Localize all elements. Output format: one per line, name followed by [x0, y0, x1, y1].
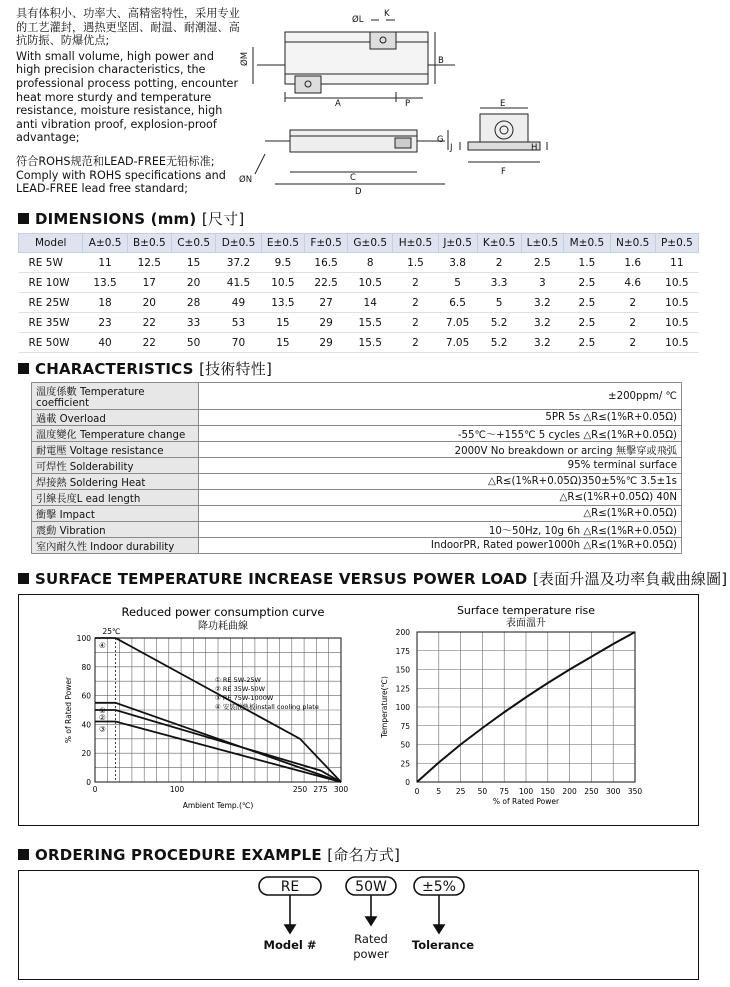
char-key: 可焊性 Solderability	[32, 458, 199, 474]
x-axis-label: % of Rated Power	[492, 797, 560, 806]
dim-value-cell: 10.5	[655, 273, 698, 293]
dim-value-cell: 10.5	[655, 333, 698, 353]
char-value: IndoorPR, Rated power1000h △R≤(1%R+0.05Ω)	[199, 538, 682, 554]
dim-header-cell: E±0.5	[261, 234, 305, 253]
dim-value-cell: 20	[127, 293, 171, 313]
table-row	[19, 253, 699, 273]
y-tick-label: 125	[395, 684, 410, 694]
x-tick-label: 300	[606, 787, 621, 796]
y-tick-label: 80	[81, 662, 91, 672]
char-value: 5PR 5s △R≤(1%R+0.05Ω)	[199, 410, 682, 426]
dim-value-cell: 15	[171, 253, 215, 273]
chart-subtitle: 表面溫升	[506, 618, 546, 629]
char-key: 溫度係數 Temperature coefficient	[32, 383, 199, 410]
table-row	[32, 490, 682, 506]
dim-value-cell: 5.2	[477, 313, 521, 333]
table-row	[32, 474, 682, 490]
y-tick-label: 75	[400, 721, 410, 731]
ordering-frame	[18, 870, 699, 980]
x-tick-label: 0	[414, 787, 420, 796]
dim-value-cell: 33	[171, 313, 215, 333]
dim-header-cell: L±0.5	[521, 234, 564, 253]
dim-value-cell: 8	[348, 253, 393, 273]
table-row	[32, 410, 682, 426]
annotation-25c: 25℃	[102, 627, 121, 636]
dim-value-cell: 15	[261, 333, 305, 353]
dim-value-cell: 4.6	[610, 273, 655, 293]
y-tick-label: 100	[395, 703, 410, 712]
table-row	[19, 273, 699, 293]
dimensions-table	[18, 233, 699, 353]
dim-header-cell: A±0.5	[83, 234, 127, 253]
ordering-label-line: power	[353, 947, 389, 961]
dim-value-cell: 13.5	[261, 293, 305, 313]
resistor-drawing	[235, 2, 705, 202]
chart-subtitle: 降功耗曲線	[198, 621, 248, 632]
dim-value-cell: 37.2	[216, 253, 261, 273]
char-key: 耐電壓 Voltage resistance	[32, 442, 199, 458]
y-tick-label: 20	[81, 749, 91, 759]
y-tick-label: 0	[86, 778, 91, 787]
derating-chart	[19, 595, 359, 825]
label-c: C	[350, 173, 356, 183]
char-value: △R≤(1%R+0.05Ω)	[199, 506, 682, 522]
dim-value-cell: 49	[216, 293, 261, 313]
model-cell: RE 5W	[19, 253, 83, 273]
dim-value-cell: 3.2	[521, 313, 564, 333]
x-tick-label: 100	[518, 787, 534, 796]
label-phi-l: ØL	[352, 15, 364, 25]
section-bullet-icon	[18, 573, 29, 584]
char-key: 過載 Overload	[32, 410, 199, 426]
model-cell: RE 50W	[19, 333, 83, 353]
dim-value-cell: 53	[216, 313, 261, 333]
model-label	[264, 938, 317, 952]
ordering-diagram	[19, 871, 698, 979]
dim-value-cell: 13.5	[83, 273, 127, 293]
dim-value-cell: 2.5	[564, 273, 611, 293]
x-axis-label: Ambient Temp.(℃)	[182, 801, 254, 810]
y-axis-label: Temperature(℃)	[380, 676, 389, 738]
series-marker: ③	[99, 724, 106, 734]
y-tick-label: 60	[81, 691, 91, 701]
label-d: D	[355, 187, 362, 197]
dim-value-cell: 2	[393, 293, 438, 313]
dim-value-cell: 2	[393, 313, 438, 333]
dim-value-cell: 2	[610, 313, 655, 333]
label-phi-m: ØM	[240, 51, 250, 66]
dim-value-cell: 20	[171, 273, 215, 293]
x-tick-label: 5	[436, 787, 442, 796]
dim-value-cell: 10.5	[348, 273, 393, 293]
label-k: K	[384, 9, 390, 19]
label-b: B	[438, 56, 444, 66]
mount-tab	[370, 32, 396, 49]
dim-value-cell: 2.5	[564, 293, 611, 313]
series-marker: ①	[99, 705, 106, 715]
char-value: -55℃～+155℃ 5 cycles △R≤(1%R+0.05Ω)	[199, 426, 682, 442]
dim-header-cell: B±0.5	[127, 234, 171, 253]
char-key: 焊接熱 Soldering Heat	[32, 474, 199, 490]
dim-value-cell: 11	[83, 253, 127, 273]
y-tick-label: 175	[395, 646, 410, 656]
char-value: 95% terminal surface	[199, 458, 682, 474]
dim-value-cell: 17	[127, 273, 171, 293]
x-tick-label: 100	[169, 785, 185, 794]
dim-value-cell: 7.05	[438, 333, 477, 353]
dim-header-cell: F±0.5	[305, 234, 348, 253]
table-row	[32, 426, 682, 442]
x-tick-label: 275	[313, 785, 328, 794]
dim-value-cell: 15	[261, 313, 305, 333]
char-key: 室內耐久性 Indoor durability	[32, 538, 199, 554]
dim-value-cell: 18	[83, 293, 127, 313]
section-bullet-icon	[18, 213, 29, 224]
dim-value-cell: 15.5	[348, 333, 393, 353]
x-tick-label: 250	[292, 785, 308, 794]
ordering-label-line: Model #	[263, 938, 317, 952]
chart-title: Reduced power consumption curve	[121, 605, 325, 619]
y-tick-label: 40	[81, 720, 91, 730]
x-tick-label: 0	[92, 785, 98, 794]
char-value: △R≤(1%R+0.05Ω) 40N	[199, 490, 682, 506]
dim-header-cell: M±0.5	[564, 234, 611, 253]
dim-value-cell: 41.5	[216, 273, 261, 293]
dim-header-cell: G±0.5	[348, 234, 393, 253]
dimensions-header-row	[19, 234, 699, 253]
model-cell: RE 25W	[19, 293, 83, 313]
section-bullet-icon	[18, 363, 29, 374]
dim-value-cell: 1.5	[393, 253, 438, 273]
dim-value-cell: 6.5	[438, 293, 477, 313]
dim-value-cell: 22.5	[305, 273, 348, 293]
y-tick-label: 150	[395, 665, 410, 675]
series-marker: ④	[99, 641, 106, 650]
dim-value-cell: 2.5	[564, 333, 611, 353]
dim-value-cell: 9.5	[261, 253, 305, 273]
dim-header-cell: K±0.5	[477, 234, 521, 253]
x-tick-label: 50	[477, 787, 488, 796]
table-row	[32, 458, 682, 474]
char-value: 2000V No breakdown or arcing 無擊穿或飛弧	[199, 442, 682, 458]
dim-value-cell: 3.8	[438, 253, 477, 273]
char-key: 引線長度L ead length	[32, 490, 199, 506]
dim-value-cell: 27	[305, 293, 348, 313]
y-tick-label: 0	[405, 778, 410, 787]
x-tick-label: 25	[455, 787, 466, 796]
dim-value-cell: 5.2	[477, 333, 521, 353]
model-code: RE	[280, 879, 300, 895]
dim-header-cell: D±0.5	[216, 234, 261, 253]
table-row	[32, 522, 682, 538]
dim-value-cell: 10.5	[655, 293, 698, 313]
y-tick-label: 100	[76, 634, 91, 643]
label-f: F	[501, 167, 506, 177]
dim-value-cell: 29	[305, 333, 348, 353]
label-phi-n: ØN	[239, 175, 253, 185]
dim-value-cell: 2	[477, 253, 521, 273]
intro-cn-2: 符合ROHS规范和LEAD-FREE无铅标准;	[16, 154, 215, 168]
x-tick-label: 350	[627, 787, 643, 796]
dim-value-cell: 23	[83, 313, 127, 333]
intro-en-2: Comply with ROHS specifications and LEAD-FREE lead free standard;	[16, 168, 226, 196]
dim-header-cell: H±0.5	[393, 234, 438, 253]
legend-entry: ③ RE 75W-1000W	[215, 694, 274, 702]
tolerance-code: ±5%	[422, 879, 456, 895]
table-row	[19, 333, 699, 353]
series-marker: ②	[99, 713, 106, 722]
char-value: 10～50Hz, 10g 6h △R≤(1%R+0.05Ω)	[199, 522, 682, 538]
dim-value-cell: 11	[655, 253, 698, 273]
surface-heading: SURFACE TEMPERATURE INCREASE VERSUS POWER LOAD [表面升溫及功率負載曲線圖]	[18, 568, 727, 589]
x-tick-label: 150	[540, 787, 555, 796]
rated-power-label	[353, 932, 389, 961]
dim-header-cell: P±0.5	[655, 234, 698, 253]
dim-value-cell: 5	[438, 273, 477, 293]
dim-value-cell: 3.3	[477, 273, 521, 293]
label-j: J	[450, 143, 453, 153]
label-a: A	[335, 99, 341, 109]
dim-value-cell: 7.05	[438, 313, 477, 333]
power-code: 50W	[355, 879, 387, 895]
characteristics-table	[31, 382, 682, 554]
x-tick-label: 200	[562, 787, 577, 796]
model-cell: RE 35W	[19, 313, 83, 333]
dimensions-body	[19, 253, 699, 353]
characteristics-heading: CHARACTERISTICS [技術特性]	[18, 358, 272, 379]
char-key: 衝擊 Impact	[32, 506, 199, 522]
y-tick-label: 50	[400, 740, 410, 750]
legend-entry: ② RE 35W-50W	[215, 685, 266, 693]
dim-value-cell: 2	[610, 333, 655, 353]
dim-value-cell: 1.5	[564, 253, 611, 273]
legend-entry: ① RE 5W-25W	[215, 676, 261, 684]
char-key: 震動 Vibration	[32, 522, 199, 538]
dim-value-cell: 28	[171, 293, 215, 313]
y-tick-label: 200	[395, 628, 410, 637]
table-row	[19, 293, 699, 313]
dim-value-cell: 14	[348, 293, 393, 313]
dim-value-cell: 70	[216, 333, 261, 353]
label-e: E	[500, 99, 506, 109]
ordering-label-line: Tolerance	[411, 938, 475, 952]
dim-value-cell: 2	[393, 333, 438, 353]
dim-value-cell: 29	[305, 313, 348, 333]
temperature-rise-chart	[371, 595, 671, 825]
label-g: G	[437, 135, 444, 145]
end-view-body	[480, 114, 528, 142]
dim-header-cell: J±0.5	[438, 234, 477, 253]
dimensions-heading: DIMENSIONS (mm) [尺寸]	[18, 208, 244, 229]
table-row	[32, 506, 682, 522]
dim-value-cell: 10.5	[261, 273, 305, 293]
dim-value-cell: 16.5	[305, 253, 348, 273]
dim-value-cell: 40	[83, 333, 127, 353]
dim-value-cell: 10.5	[655, 313, 698, 333]
dim-header-cell: Model	[19, 234, 83, 253]
charts-frame	[18, 594, 699, 826]
model-cell: RE 10W	[19, 273, 83, 293]
dim-value-cell: 50	[171, 333, 215, 353]
x-tick-label: 75	[499, 787, 509, 796]
char-value: ±200ppm/ ℃	[199, 383, 682, 410]
dim-value-cell: 15.5	[348, 313, 393, 333]
dim-value-cell: 2	[393, 273, 438, 293]
x-tick-label: 300	[333, 785, 349, 794]
ordering-label-line: Rated	[354, 932, 388, 946]
legend-entry: ④ 安裝散熱板install cooling plate	[215, 703, 319, 711]
intro-en-1: With small volume, high power and high precision characteristics, the professional process potting, encounter heat more sturdy and temperature resistance, moisture resistance, high anti vibration proof, explosion-proof advantage;	[16, 49, 239, 145]
char-value: △R≤(1%R+0.05Ω)350±5%℃ 3.5±1s	[199, 474, 682, 490]
dim-value-cell: 1.6	[610, 253, 655, 273]
table-row	[32, 442, 682, 458]
dim-value-cell: 2.5	[564, 313, 611, 333]
dim-value-cell: 12.5	[127, 253, 171, 273]
table-row	[32, 538, 682, 554]
intro-cn-1: 具有体积小、功率大、高精密特性，采用专业的工艺灌封，遇热更坚固、耐温、耐潮湿、高抗防振、防爆优点;	[16, 7, 240, 48]
dim-value-cell: 2.5	[521, 253, 564, 273]
dim-value-cell: 3	[521, 273, 564, 293]
dim-value-cell: 22	[127, 333, 171, 353]
y-axis-label: % of Rated Power	[64, 676, 73, 744]
tolerance-label	[412, 938, 474, 952]
dim-value-cell: 3.2	[521, 333, 564, 353]
label-p: P	[405, 99, 411, 109]
intro-text	[16, 7, 241, 202]
dim-header-cell: N±0.5	[610, 234, 655, 253]
dim-header-cell: C±0.5	[171, 234, 215, 253]
dim-value-cell: 3.2	[521, 293, 564, 313]
section-bullet-icon	[18, 849, 29, 860]
x-tick-label: 250	[584, 787, 599, 796]
table-row	[32, 383, 682, 410]
dim-value-cell: 5	[477, 293, 521, 313]
char-key: 溫度變化 Temperature change	[32, 426, 199, 442]
table-row	[19, 313, 699, 333]
dim-value-cell: 22	[127, 313, 171, 333]
chart-title: Surface temperature rise	[456, 604, 596, 617]
y-tick-label: 25	[400, 759, 410, 769]
ordering-heading: ORDERING PROCEDURE EXAMPLE [命名方式]	[18, 844, 400, 865]
label-h: H	[531, 143, 538, 153]
dim-value-cell: 2	[610, 293, 655, 313]
